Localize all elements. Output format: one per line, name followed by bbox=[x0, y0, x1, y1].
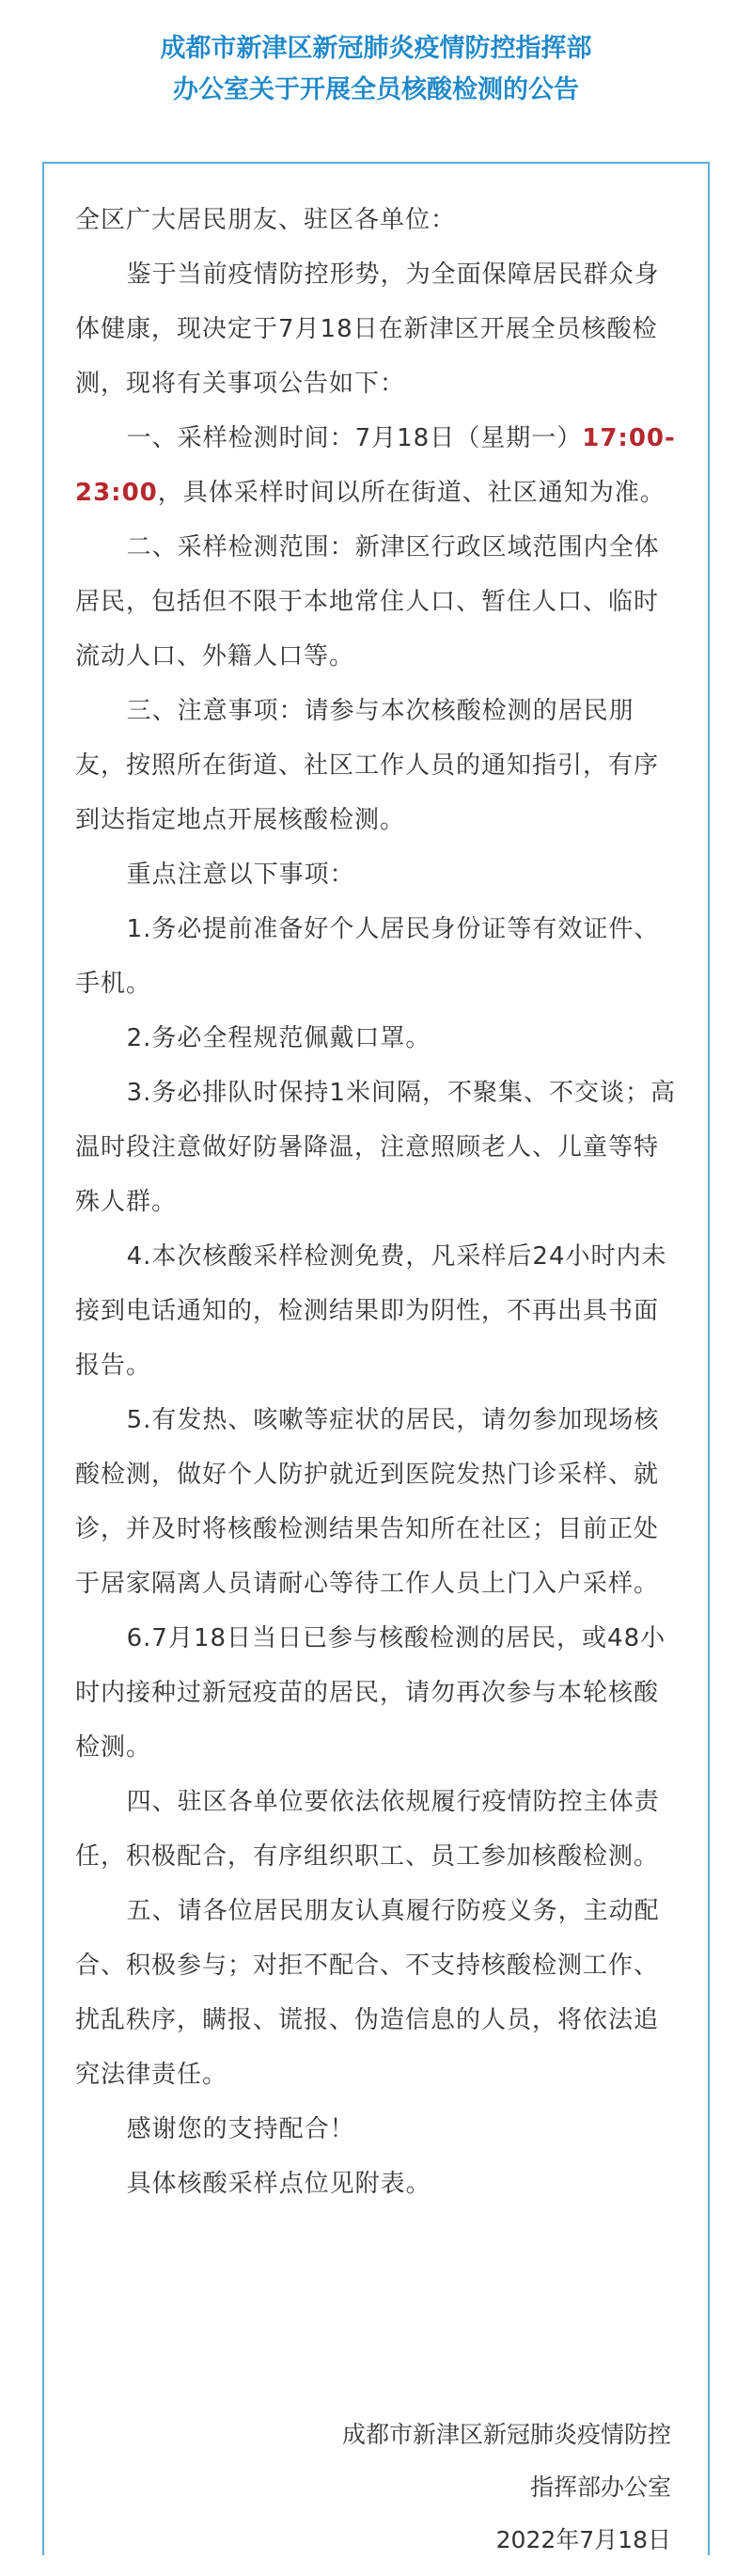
notice-title bbox=[0, 28, 752, 111]
item-3-paragraph: 三、注意事项：请参与本次核酸检测的居民朋友，按照所在街道、社区工作人员的通知指引，有序到达指定地点开展核酸检测。 bbox=[75, 697, 660, 834]
item-1-suffix: ，具体采样时间以所在街道、社区通知为准。 bbox=[157, 479, 666, 507]
signature-date: 2022年7月18日 bbox=[495, 2526, 671, 2553]
point-6: 6.7月18日当日已参与核酸检测的居民，或48小时内接种过新冠疫苗的居民，请勿再次参与本轮核酸检测。 bbox=[75, 1624, 666, 1762]
thanks-line: 感谢您的支持配合！ bbox=[126, 2115, 355, 2143]
item-5-paragraph: 五、请各位居民朋友认真履行防疫义务，主动配合、积极参与；对拒不配合、不支持核酸检测工作、扰乱秩序，瞒报、谎报、伪造信息的人员，将依法追究法律责任。 bbox=[75, 1897, 660, 2089]
salutation: 全区广大居民朋友、驻区各单位： bbox=[75, 206, 457, 234]
point-1: 1.务必提前准备好个人居民身份证等有效证件、手机。 bbox=[75, 915, 660, 998]
item-1-prefix: 一、采样检测时间：7月18日（星期一） bbox=[126, 424, 583, 452]
item-1-paragraph bbox=[75, 411, 677, 520]
signature-org-line-1: 成都市新津区新冠肺炎疫情防控 bbox=[341, 2421, 671, 2448]
point-4: 4.本次核酸采样检测免费，凡采样后24小时内未接到电话通知的，检测结果即为阴性，不再出具书面报告。 bbox=[75, 1242, 667, 1380]
title-line-2: 办公室关于开展全员核酸检测的公告 bbox=[173, 75, 579, 104]
point-5: 5.有发热、咳嗽等症状的居民，请勿参加现场核酸检测，做好个人防护就近到医院发热门诊采样、就诊，并及时将核酸检测结果告知所在社区；目前正处于居家隔离人员请耐心等待工作人员上门入户采样。 bbox=[75, 1406, 660, 1598]
title-line-1: 成都市新津区新冠肺炎疫情防控指挥部 bbox=[160, 34, 592, 63]
item-4-paragraph: 四、驻区各单位要依法依规履行疫情防控主体责任，积极配合，有序组织职工、员工参加核酸检测。 bbox=[75, 1788, 660, 1871]
key-points-title: 重点注意以下事项： bbox=[126, 861, 355, 889]
sampling-time: 17:00-23:00 bbox=[75, 424, 676, 507]
attachment-line: 具体核酸采样点位见附表。 bbox=[126, 2170, 431, 2198]
point-3: 3.务必排队时保持1米间隔，不聚集、不交谈；高温时段注意做好防暑降温，注意照顾老人、儿童等特殊人群。 bbox=[75, 1079, 676, 1216]
item-2-paragraph: 二、采样检测范围：新津区行政区域范围内全体居民，包括但不限于本地常住人口、暂住人口、临时流动人口、外籍人口等。 bbox=[75, 533, 660, 671]
notice-body bbox=[75, 193, 677, 2211]
point-2: 2.务必全程规范佩戴口罩。 bbox=[126, 1024, 431, 1052]
intro-paragraph: 鉴于当前疫情防控形势，为全面保障居民群众身体健康，现决定于7月18日在新津区开展全员核酸检测，现将有关事项公告如下： bbox=[75, 261, 660, 398]
signature-org-line-2: 指挥部办公室 bbox=[529, 2473, 671, 2501]
